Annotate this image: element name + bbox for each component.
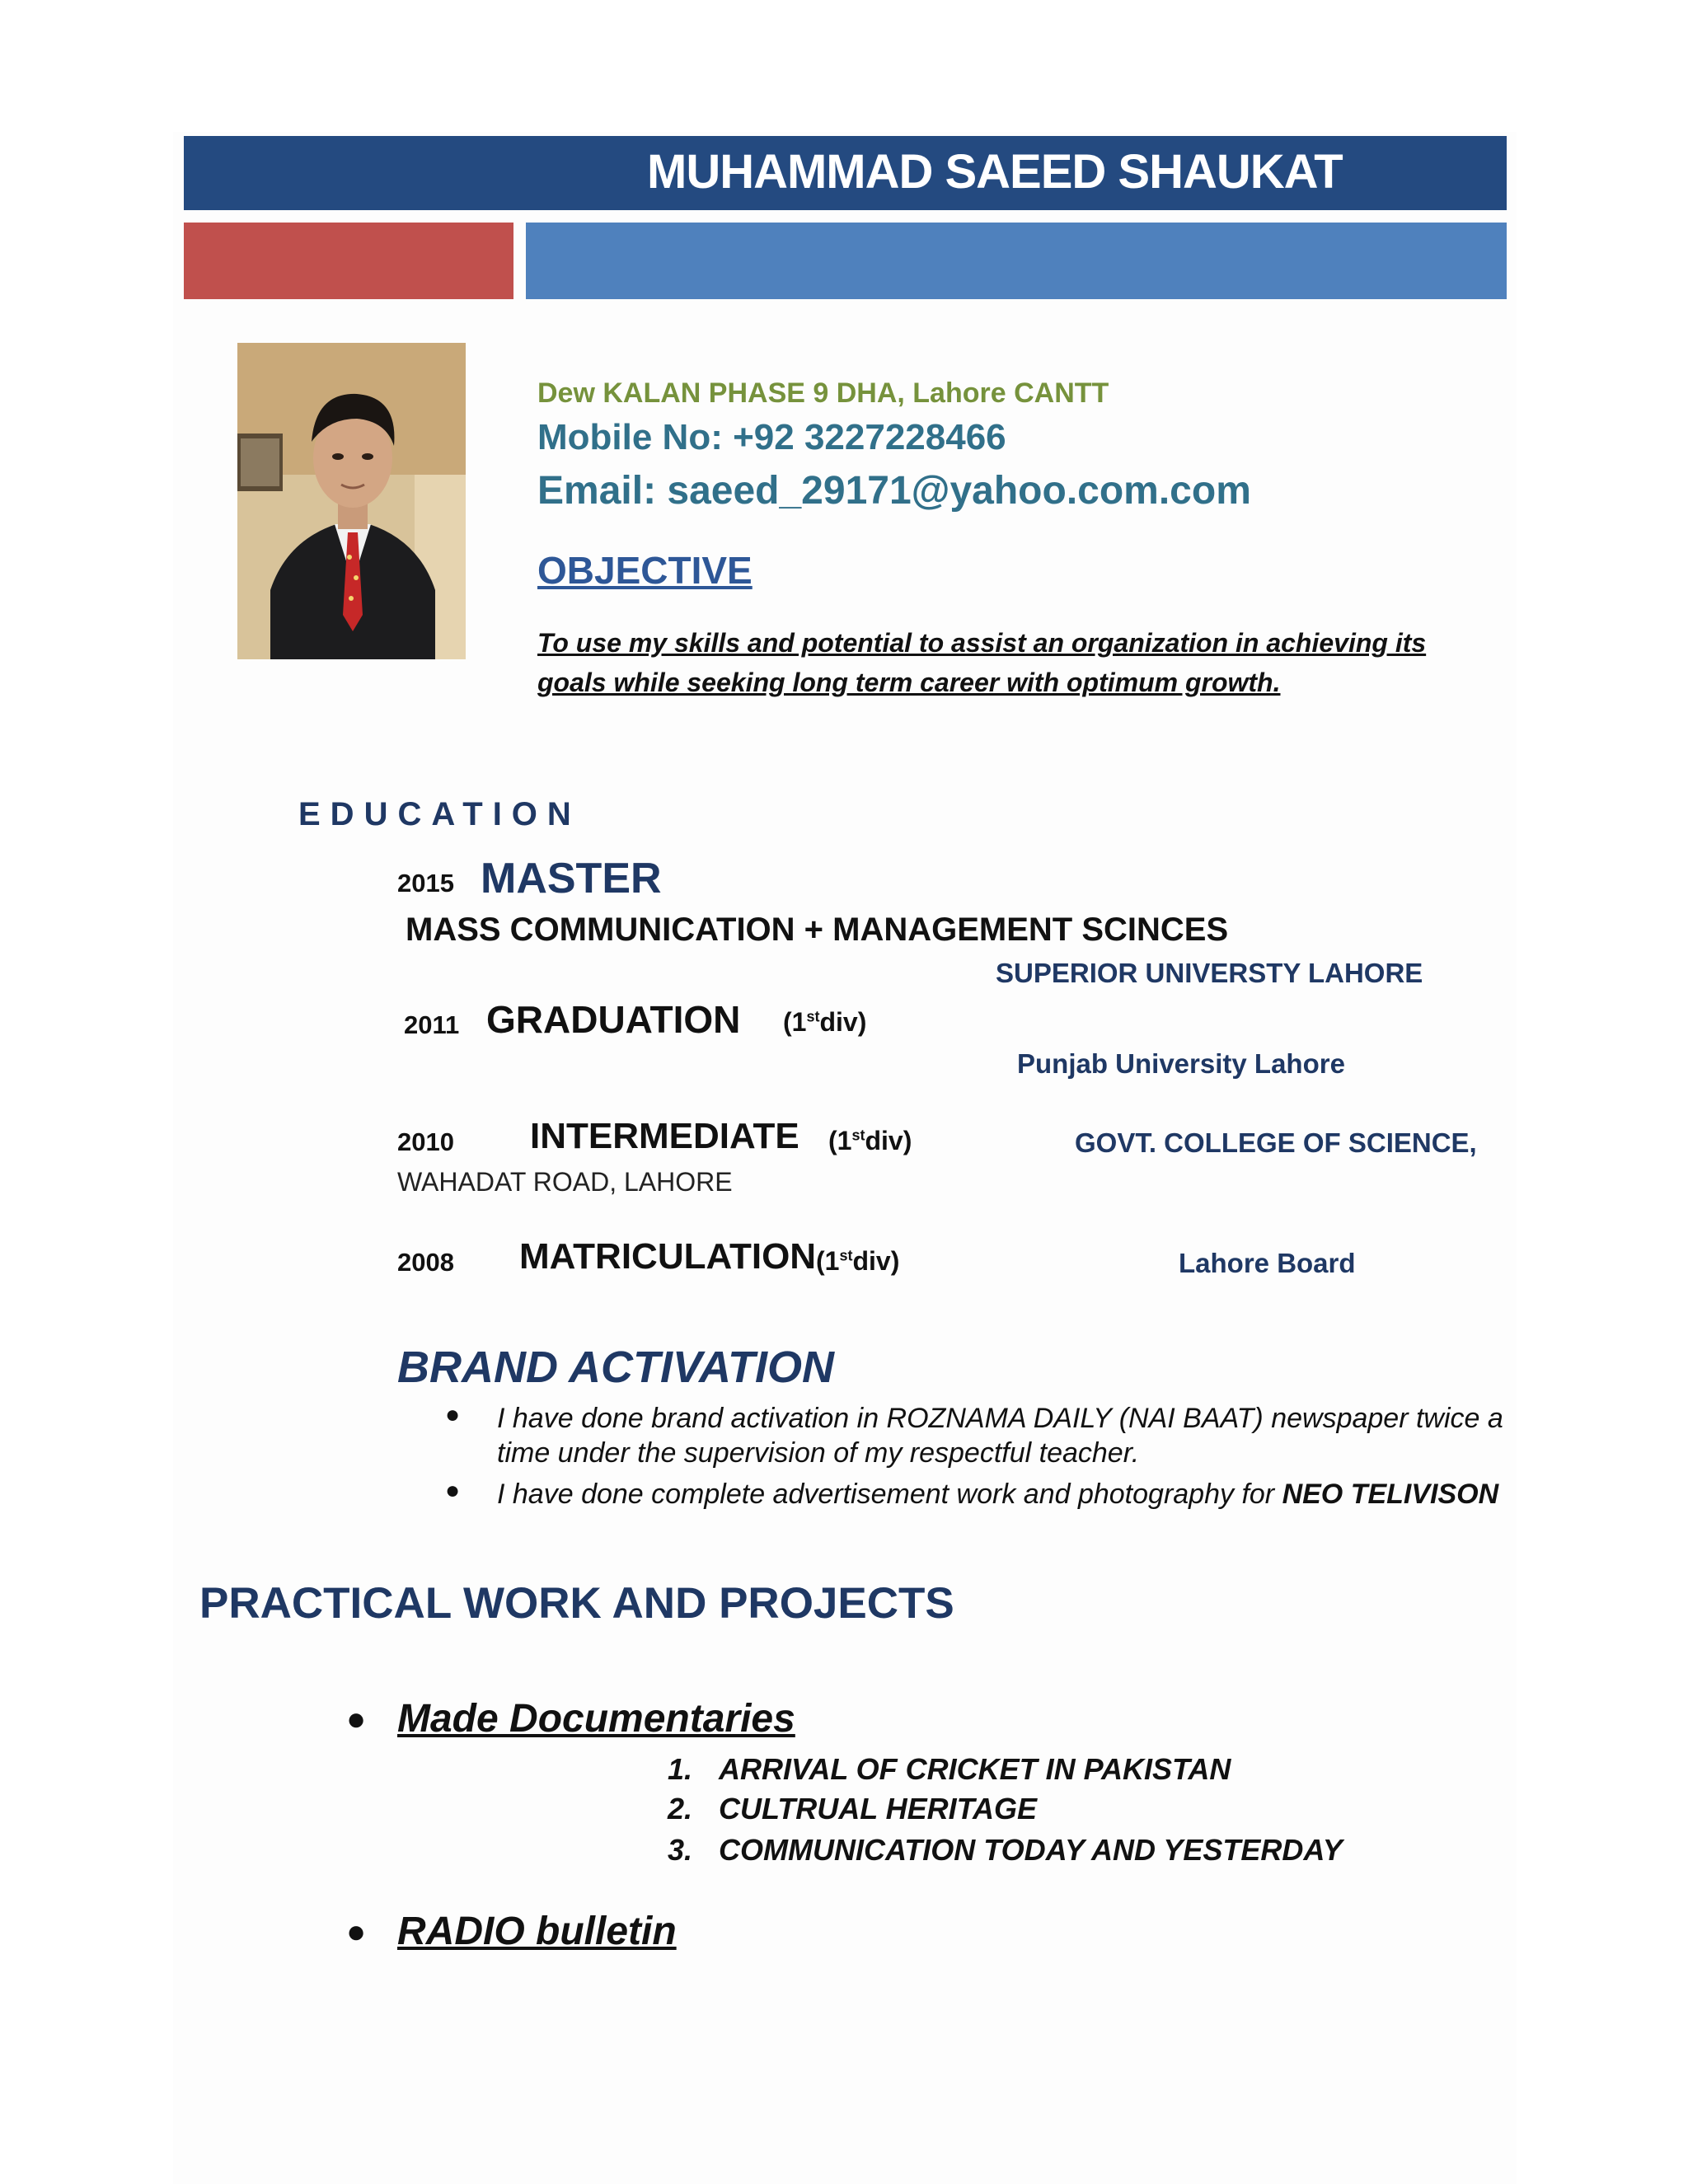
education-subject: MASS COMMUNICATION + MANAGEMENT SCINCES (406, 912, 1229, 948)
brand-item-line: time under the supervision of my respectful teacher. (497, 1437, 1140, 1469)
brand-activation-heading: BRAND ACTIVATION (397, 1343, 834, 1392)
objective-heading: OBJECTIVE (537, 549, 753, 592)
education-institution: SUPERIOR UNIVERSTY LAHORE (996, 958, 1423, 988)
education-degree: MATRICULATION (519, 1236, 817, 1277)
bullet-icon: ● (346, 1701, 367, 1737)
education-year: 2008 (397, 1248, 454, 1277)
brand-item: I have done complete advertisement work and photography for NEO TELIVISON (497, 1479, 1499, 1510)
objective-text: To use my skills and potential to assist an organization in achieving its goals while seeking long term career with optimum growth. (537, 628, 1427, 697)
list-item-number: 1. (668, 1752, 693, 1786)
email-address: Email: saeed_29171@yahoo.com.com (537, 469, 1251, 513)
documentary-item: CULTRUAL HERITAGE (719, 1792, 1037, 1825)
education-degree: MASTER (481, 855, 662, 902)
education-degree: INTERMEDIATE (530, 1116, 799, 1156)
education-degree: GRADUATION (486, 998, 741, 1041)
documentary-item: COMMUNICATION TODAY AND YESTERDAY (719, 1833, 1343, 1867)
red-accent-bar (184, 223, 513, 299)
education-division: (1stdiv) (828, 1126, 912, 1155)
mobile-number: Mobile No: +92 3227228466 (537, 417, 1006, 457)
education-division: (1stdiv) (783, 1007, 867, 1037)
education-institution: GOVT. COLLEGE OF SCIENCE, (1075, 1127, 1477, 1158)
education-year: 2010 (397, 1127, 454, 1156)
candidate-name: MUHAMMAD SAEED SHAUKAT (647, 145, 1343, 199)
blue-accent-bar (526, 223, 1507, 299)
profile-photo-image (237, 343, 466, 659)
profile-photo (237, 343, 466, 659)
education-division: (1stdiv) (816, 1246, 900, 1276)
education-year: 2015 (397, 869, 454, 898)
education-heading: EDUCATION (298, 796, 581, 832)
bullet-icon: ● (445, 1477, 461, 1504)
radio-bulletin-heading: RADIO bulletin (397, 1910, 677, 1953)
address: Dew KALAN PHASE 9 DHA, Lahore CANTT (537, 377, 1109, 409)
bullet-icon: ● (445, 1401, 461, 1428)
brand-item-line: I have done brand activation in ROZNAMA DAILY (NAI BAAT) newspaper twice a (497, 1403, 1503, 1434)
education-institution: Lahore Board (1179, 1248, 1356, 1278)
education-year: 2011 (404, 1010, 460, 1039)
education-institution-line2: WAHADAT ROAD, LAHORE (397, 1167, 733, 1197)
documentaries-heading: Made Documentaries (397, 1697, 795, 1741)
practical-work-heading: PRACTICAL WORK AND PROJECTS (199, 1579, 954, 1628)
bullet-icon: ● (346, 1914, 367, 1950)
list-item-number: 2. (668, 1792, 693, 1825)
documentary-item: ARRIVAL OF CRICKET IN PAKISTAN (719, 1752, 1231, 1786)
list-item-number: 3. (668, 1833, 693, 1867)
education-institution: Punjab University Lahore (1017, 1048, 1345, 1079)
